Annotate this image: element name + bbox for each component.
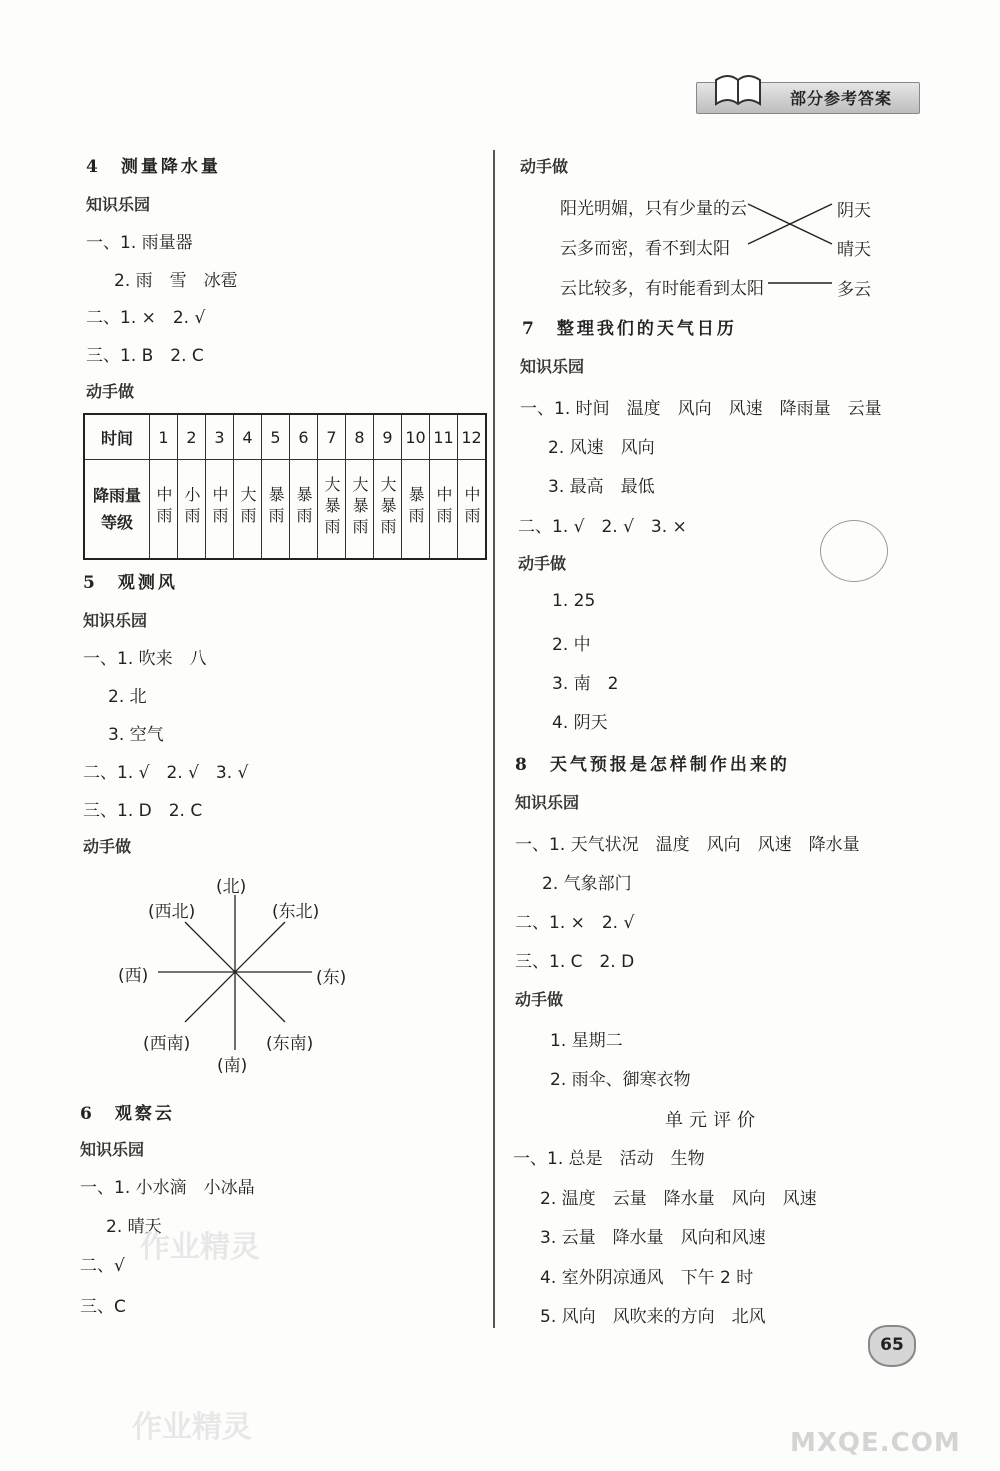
compass-southeast: (东南) [266,1034,314,1054]
s8-q2: 二、1. × 2. √ [515,913,635,933]
table-cell: 7 [318,414,346,460]
table-cell: 5 [262,414,290,460]
s7-q1-2: 2. 风速 风向 [548,438,655,458]
s7-a3: 3. 南 2 [552,674,619,694]
s8-a1: 1. 星期二 [550,1031,623,1051]
table-cell: 10 [402,414,430,460]
compass-lines [0,0,400,1100]
watermark-site: MXQE.COM [790,1428,961,1458]
match-right-1: 阴天 [837,201,871,221]
s4-subtitle-2: 动手做 [86,382,135,401]
compass-south: (南) [217,1056,248,1076]
s7-a1: 1. 25 [552,591,596,611]
s6-matching-subtitle: 动手做 [520,157,569,176]
s4-q2: 二、1. × 2. √ [86,308,206,328]
s7-a4: 4. 阴天 [552,713,608,733]
section-6-subtitle: 知识乐园 [80,1140,145,1159]
table-cell-text: 中雨 [154,486,173,528]
s7-q2: 二、1. √ 2. √ 3. × [518,517,687,537]
unit-line-3: 3. 云量 降水量 风向和风速 [540,1228,766,1248]
table-header-level-text: 降雨量等级 [92,486,141,532]
s4-q3: 三、1. B 2. C [86,346,204,366]
section-8-title: 8 天气预报是怎样制作出来的 [515,755,790,775]
match-left-1: 阳光明媚，只有少量的云 [560,199,747,219]
s6-q2: 二、√ [80,1256,125,1276]
unit-line-5: 5. 风向 风吹来的方向 北风 [540,1307,766,1327]
table-cell: 2 [178,414,206,460]
section-8-subtitle: 知识乐园 [515,793,580,812]
unit-eval-title: 单元评价 [665,1110,761,1131]
s4-q1-2: 2. 雨 雪 冰雹 [114,271,238,291]
s4-q1-1: 一、1. 雨量器 [86,233,193,253]
compass-west: (西) [118,966,149,986]
s8-q3: 三、1. C 2. D [515,952,635,972]
s7-subtitle-2: 动手做 [518,554,567,573]
unit-line-1: 一、1. 总是 活动 生物 [513,1149,705,1169]
s6-q3: 三、C [80,1297,126,1317]
s6-q1-1: 一、1. 小水滴 小冰晶 [80,1178,255,1198]
table-cell: 1 [150,414,178,460]
table-cell [458,460,487,560]
table-cell-text: 暴雨 [406,486,425,528]
table-cell-text: 大暴雨 [350,475,369,539]
s5-q2: 二、1. √ 2. √ 3. √ [83,763,249,783]
table-cell: 12 [458,414,487,460]
table-cell-text: 大暴雨 [378,475,397,539]
header-title: 部分参考答案 [790,89,893,108]
table-cell [430,460,458,560]
book-icon [712,68,764,112]
s5-q1-1: 一、1. 吹来 八 [83,649,207,669]
s8-a2: 2. 雨伞、御寒衣物 [550,1070,691,1090]
s7-a2: 2. 中 [552,635,591,655]
compass-southwest: (西南) [143,1034,191,1054]
table-header-time: 时间 [84,414,150,460]
s5-q3: 三、1. D 2. C [83,801,203,821]
table-cell-text: 暴雨 [266,486,285,528]
table-cell-text: 中雨 [210,486,229,528]
match-left-2: 云多而密，看不到太阳 [560,239,730,259]
table-cell: 4 [234,414,262,460]
section-6-title: 6 观察云 [80,1104,175,1124]
section-4-title: 4 测量降水量 [86,157,221,177]
s5-q1-3: 3. 空气 [108,725,164,745]
section-4-subtitle: 知识乐园 [86,195,151,214]
compass-east: (东) [316,968,347,988]
column-divider [493,150,495,1328]
table-cell-text: 大暴雨 [322,475,341,539]
s8-q1-1: 一、1. 天气状况 温度 风向 风速 降水量 [515,835,860,855]
section-7-title: 7 整理我们的天气日历 [522,319,737,339]
s7-q1-1: 一、1. 时间 温度 风向 风速 降雨量 云量 [520,399,882,419]
watermark-text-2: 作业精灵 [132,1410,252,1445]
table-cell-text: 暴雨 [294,486,313,528]
unit-line-2: 2. 温度 云量 降水量 风向 风速 [540,1189,817,1209]
page-number: 65 [868,1325,916,1367]
compass-north: (北) [216,877,247,897]
table-cell-text: 中雨 [462,486,481,528]
table-cell: 9 [374,414,402,460]
compass-northeast: (东北) [272,902,320,922]
table-cell-text: 大雨 [238,486,257,528]
s6-q1-2: 2. 晴天 [106,1217,162,1237]
compass-northwest: (西北) [148,902,196,922]
matching-lines [740,190,840,290]
s8-subtitle-2: 动手做 [515,990,564,1009]
s8-q1-2: 2. 气象部门 [542,874,632,894]
table-cell: 6 [290,414,318,460]
section-5-subtitle: 知识乐园 [83,611,148,630]
stamp-mark [820,520,888,582]
section-7-subtitle: 知识乐园 [520,357,585,376]
unit-line-4: 4. 室外阴凉通风 下午 2 时 [540,1268,754,1288]
match-right-3: 多云 [837,280,871,300]
s7-q1-3: 3. 最高 最低 [548,477,655,497]
section-5-title: 5 观测风 [83,573,178,593]
table-cell: 11 [430,414,458,460]
table-cell [402,460,430,560]
table-cell: 8 [346,414,374,460]
watermark-text-1: 作业精灵 [140,1230,260,1265]
table-cell: 3 [206,414,234,460]
match-left-3: 云比较多，有时能看到太阳 [560,279,764,299]
match-right-2: 晴天 [837,240,871,260]
table-cell-text: 中雨 [434,486,453,528]
table-cell-text: 小雨 [182,486,201,528]
s5-subtitle-2: 动手做 [83,837,132,856]
s5-q1-2: 2. 北 [108,687,147,707]
